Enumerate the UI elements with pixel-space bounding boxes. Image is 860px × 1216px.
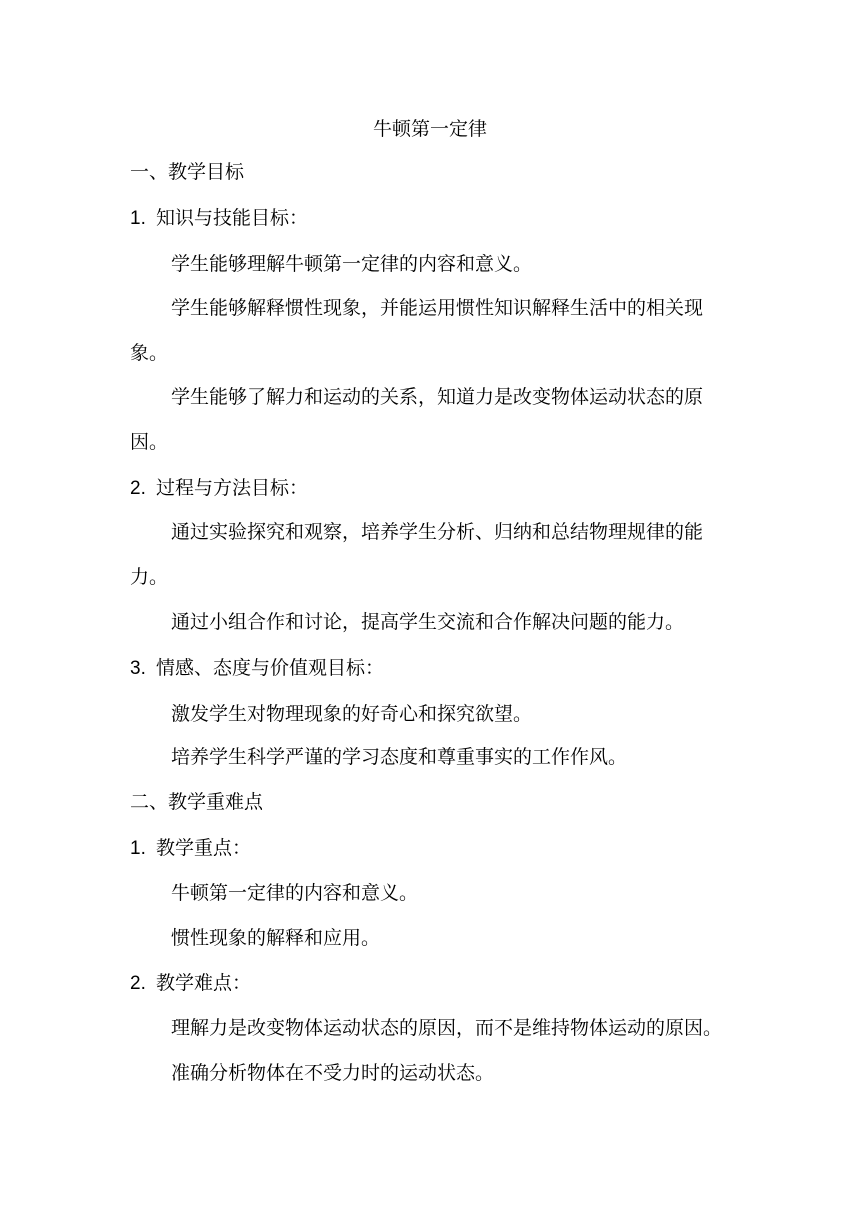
subheading-label: 知识与技能目标： [156, 207, 309, 229]
subheading-knowledge-skills [130, 206, 740, 231]
subheading-label: 情感、态度与价值观目标： [156, 657, 385, 679]
paragraph: 通过小组合作和讨论，提高学生交流和合作解决问题的能力。 [171, 611, 685, 633]
paragraph: 学生能够理解牛顿第一定律的内容和意义。 [171, 253, 533, 275]
paragraph: 通过实验探究和观察，培养学生分析、归纳和总结物理规律的能 [171, 521, 704, 543]
section-heading-key-points: 二、教学重难点 [130, 791, 264, 813]
paragraph: 牛顿第一定律的内容和意义。 [171, 882, 419, 904]
paragraph: 培养学生科学严谨的学习态度和尊重事实的工作作风。 [171, 746, 628, 768]
subheading-label: 教学重点： [156, 837, 252, 859]
paragraph: 准确分析物体在不受力时的运动状态。 [171, 1062, 495, 1084]
subheading-label: 过程与方法目标： [156, 477, 309, 499]
paragraph: 学生能够了解力和运动的关系，知道力是改变物体运动状态的原 [171, 386, 704, 408]
page-title: 牛顿第一定律 [372, 118, 487, 140]
subheading-process-methods [130, 476, 740, 501]
subheading-attitudes-values [130, 656, 740, 681]
list-number: 1. [130, 838, 146, 859]
paragraph: 理解力是改变物体运动状态的原因，而不是维持物体运动的原因。 [171, 1017, 723, 1039]
paragraph: 惯性现象的解释和应用。 [171, 927, 381, 949]
paragraph: 激发学生对物理现象的好奇心和探究欲望。 [171, 703, 533, 725]
subheading-difficulties [130, 971, 740, 996]
paragraph: 学生能够解释惯性现象，并能运用惯性知识解释生活中的相关现 [171, 297, 704, 319]
paragraph-continuation: 力。 [130, 566, 169, 588]
list-number: 2. [130, 478, 146, 499]
paragraph-continuation: 象。 [130, 342, 169, 364]
list-number: 1. [130, 208, 146, 229]
subheading-label: 教学难点： [156, 972, 252, 994]
paragraph-continuation: 因。 [130, 431, 169, 453]
list-number: 3. [130, 658, 146, 679]
list-number: 2. [130, 973, 146, 994]
section-heading-goals: 一、教学目标 [130, 161, 245, 183]
subheading-key-points [130, 836, 740, 861]
